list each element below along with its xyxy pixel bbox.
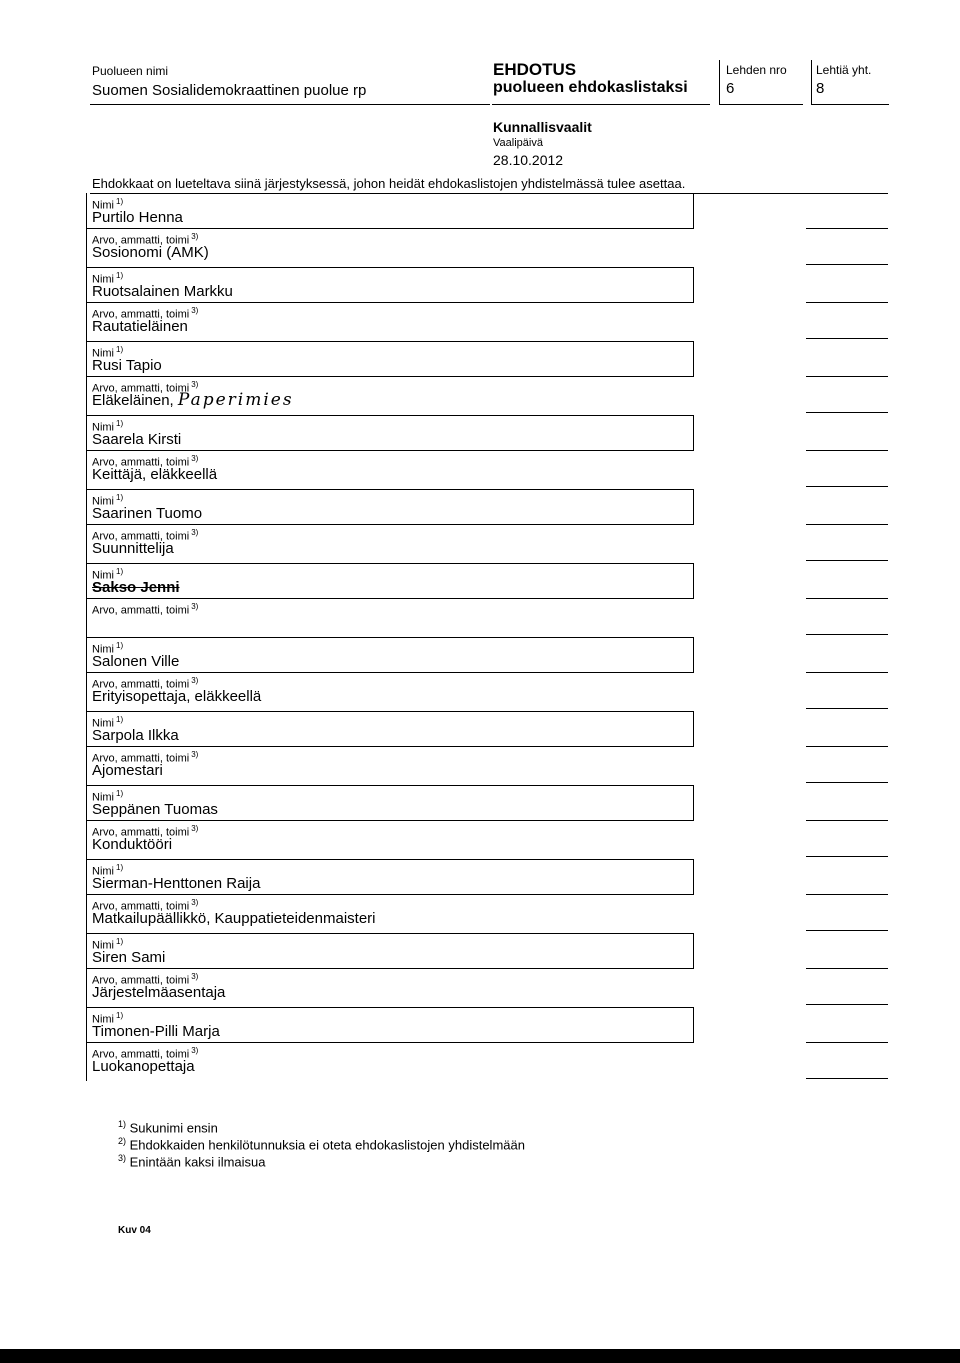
row-top-border xyxy=(86,933,694,934)
form-code: Kuv 04 xyxy=(118,1225,151,1236)
row-divider xyxy=(86,820,694,821)
page-no-value: 6 xyxy=(726,80,735,97)
candidate-row xyxy=(86,563,694,637)
footnote-text: Enintään kaksi ilmaisua xyxy=(129,1154,266,1170)
blank-line xyxy=(806,634,888,635)
occupation-label-text: Arvo, ammatti, toimi xyxy=(92,826,190,839)
row-divider xyxy=(86,746,694,747)
blank-line xyxy=(806,894,888,895)
candidate-occupation: Sosionomi (AMK) xyxy=(92,244,209,261)
row-top-border xyxy=(86,711,694,712)
footnote-mark: 1) xyxy=(116,937,124,946)
footnote-mark: 3) xyxy=(191,972,199,981)
occupation-label-text: Arvo, ammatti, toimi xyxy=(92,974,190,987)
election-date-label: Vaalipäivä xyxy=(493,137,543,149)
candidate-occupation: Erityisopettaja, eläkkeellä xyxy=(92,688,262,705)
occupation-label-text: Arvo, ammatti, toimi xyxy=(92,900,190,913)
candidate-name: Sierman-Henttonen Raija xyxy=(92,875,261,892)
occupation-label-text: Arvo, ammatti, toimi xyxy=(92,1048,190,1061)
occupation-label-text: Arvo, ammatti, toimi xyxy=(92,752,190,765)
row-left-border xyxy=(86,563,87,637)
page-no-underline xyxy=(719,104,803,105)
row-right-border xyxy=(693,193,694,229)
party-label: Puolueen nimi xyxy=(92,64,169,78)
blank-line xyxy=(806,820,888,821)
occupation-label-text: Arvo, ammatti, toimi xyxy=(92,308,190,321)
row-top-border xyxy=(86,267,694,268)
name-label-text: Nimi xyxy=(92,717,114,730)
candidate-occupation: Rautatieläinen xyxy=(92,318,188,335)
candidate-occupation: Konduktööri xyxy=(92,836,173,853)
row-divider xyxy=(86,228,694,229)
blank-line xyxy=(806,1004,888,1005)
doc-title: EHDOTUS xyxy=(493,60,577,79)
footnote-mark: 1) xyxy=(116,715,124,724)
candidate-occupation: Luokanopettaja xyxy=(92,1058,195,1075)
footnote-text: Ehdokkaiden henkilötunnuksia ei oteta ehdokaslistojen yhdistelmään xyxy=(129,1137,525,1153)
candidate-name-struck: Sakso Jenni xyxy=(92,579,180,596)
candidate-occupation: Järjestelmäasentaja xyxy=(92,984,226,1001)
row-top-border xyxy=(86,1007,694,1008)
blank-line xyxy=(806,412,888,413)
candidate-row xyxy=(86,637,694,711)
footnote-mark: 1) xyxy=(116,567,124,576)
footnote-mark: 1) xyxy=(116,641,124,650)
footnote-1 xyxy=(118,1119,218,1135)
row-left-border xyxy=(86,933,87,1007)
blank-line xyxy=(806,376,888,377)
footnote-mark: 3) xyxy=(191,232,199,241)
election-date: 28.10.2012 xyxy=(493,152,564,168)
footnote-mark: 1) xyxy=(116,1011,124,1020)
blank-line xyxy=(806,338,888,339)
pages-total-label: Lehtiä yht. xyxy=(816,63,872,77)
footnote-mark: 1) xyxy=(116,197,124,206)
name-label-text: Nimi xyxy=(92,347,114,360)
footnote-mark: 3) xyxy=(191,898,199,907)
footnote-mark: 3) xyxy=(191,454,199,463)
instruction-text: Ehdokkaat on lueteltava siinä järjestyksessä, johon heidät ehdokaslistojen yhdistelmässä tulee asettaa. xyxy=(92,176,686,191)
occupation-printed: Eläkeläinen, xyxy=(92,392,174,409)
name-label-text: Nimi xyxy=(92,569,114,582)
occupation-label-text: Arvo, ammatti, toimi xyxy=(92,604,190,617)
footnote-mark: 3) xyxy=(191,676,199,685)
candidate-occupation: Matkailupäällikkö, Kauppatieteidenmaisteri xyxy=(92,910,376,927)
election-type: Kunnallisvaalit xyxy=(493,119,592,135)
name-label-text: Nimi xyxy=(92,939,114,952)
footnote-mark: 3) xyxy=(191,750,199,759)
footnote-text: Sukunimi ensin xyxy=(129,1120,218,1136)
handwritten-note: Paperimies xyxy=(177,390,294,410)
name-label-text: Nimi xyxy=(92,495,114,508)
blank-line xyxy=(806,450,888,451)
scan-edge-bar xyxy=(0,1349,960,1363)
row-divider xyxy=(86,894,694,895)
occupation-label-text: Arvo, ammatti, toimi xyxy=(92,382,190,395)
footnote-3 xyxy=(118,1153,266,1169)
candidate-name: Saarela Kirsti xyxy=(92,431,182,448)
row-right-border xyxy=(693,415,694,451)
candidate-row xyxy=(86,193,694,267)
footnote-2 xyxy=(118,1136,525,1152)
page-no-divider xyxy=(719,60,720,104)
footnote-mark: 1) xyxy=(116,345,124,354)
row-divider xyxy=(86,672,694,673)
candidate-name: Seppänen Tuomas xyxy=(92,801,218,818)
row-top-border xyxy=(86,563,694,564)
pages-total-divider xyxy=(811,60,812,104)
candidate-row xyxy=(86,341,694,415)
candidate-name: Saarinen Tuomo xyxy=(92,505,203,522)
candidate-name: Timonen-Pilli Marja xyxy=(92,1023,220,1040)
row-divider xyxy=(86,1042,694,1043)
occupation-label-text: Arvo, ammatti, toimi xyxy=(92,234,190,247)
candidate-row xyxy=(86,267,694,341)
candidate-name: Salonen Ville xyxy=(92,653,180,670)
name-label-text: Nimi xyxy=(92,273,114,286)
row-right-border xyxy=(693,341,694,377)
row-right-border xyxy=(693,489,694,525)
blank-line xyxy=(806,264,888,265)
footnote-mark: 1) xyxy=(116,419,124,428)
name-label-text: Nimi xyxy=(92,643,114,656)
candidate-occupation: Keittäjä, eläkkeellä xyxy=(92,466,218,483)
footnote-mark: 3) xyxy=(191,1046,199,1055)
candidate-name: Purtilo Henna xyxy=(92,209,183,226)
blank-line xyxy=(806,672,888,673)
pages-total-value: 8 xyxy=(816,80,825,97)
blank-line xyxy=(806,486,888,487)
candidate-row xyxy=(86,489,694,563)
row-right-border xyxy=(693,933,694,969)
candidate-occupation: Ajomestari xyxy=(92,762,163,779)
candidate-name: Sarpola Ilkka xyxy=(92,727,179,744)
row-left-border xyxy=(86,415,87,489)
candidate-name: Ruotsalainen Markku xyxy=(92,283,233,300)
row-left-border xyxy=(86,193,87,267)
occupation-label-text: Arvo, ammatti, toimi xyxy=(92,530,190,543)
blank-line xyxy=(806,930,888,931)
page-no-label: Lehden nro xyxy=(726,63,787,77)
row-left-border xyxy=(86,341,87,415)
name-label-text: Nimi xyxy=(92,421,114,434)
footnote-mark: 1) xyxy=(116,789,124,798)
row-right-border xyxy=(693,267,694,303)
blank-line xyxy=(806,302,888,303)
row-right-border xyxy=(693,637,694,673)
footnote-mark: 1) xyxy=(116,863,124,872)
row-left-border xyxy=(86,711,87,785)
party-underline xyxy=(90,104,490,105)
candidate-row xyxy=(86,859,694,933)
blank-line xyxy=(806,968,888,969)
party-name: Suomen Sosialidemokraattinen puolue rp xyxy=(92,82,367,99)
occupation-label-text: Arvo, ammatti, toimi xyxy=(92,456,190,469)
candidate-row xyxy=(86,1007,694,1081)
candidate-name: Rusi Tapio xyxy=(92,357,162,374)
name-label-text: Nimi xyxy=(92,199,114,212)
row-top-border xyxy=(86,341,694,342)
row-divider xyxy=(86,524,694,525)
name-label-text: Nimi xyxy=(92,865,114,878)
blank-line xyxy=(806,746,888,747)
row-right-border xyxy=(693,711,694,747)
row-divider xyxy=(86,598,694,599)
row-left-border xyxy=(86,859,87,933)
row-left-border xyxy=(86,489,87,563)
blank-line xyxy=(806,708,888,709)
name-label-text: Nimi xyxy=(92,791,114,804)
footnote-mark: 3) xyxy=(191,306,199,315)
name-label-text: Nimi xyxy=(92,1013,114,1026)
footnote-mark: 3) xyxy=(191,528,199,537)
row-top-border xyxy=(86,859,694,860)
row-top-border xyxy=(86,785,694,786)
title-underline xyxy=(492,104,710,105)
row-left-border xyxy=(86,637,87,711)
row-top-border xyxy=(86,489,694,490)
occupation-label xyxy=(92,601,198,617)
candidate-occupation xyxy=(92,392,294,409)
row-divider xyxy=(86,302,694,303)
footnote-mark: 2) xyxy=(118,1136,127,1146)
row-divider xyxy=(86,968,694,969)
pages-total-underline xyxy=(811,104,889,105)
footnote-mark: 3) xyxy=(118,1153,127,1163)
row-top-border xyxy=(86,637,694,638)
row-divider xyxy=(86,450,694,451)
row-right-border xyxy=(693,785,694,821)
row-divider xyxy=(86,376,694,377)
row-right-border xyxy=(693,563,694,599)
blank-line xyxy=(806,1042,888,1043)
candidate-row xyxy=(86,785,694,859)
blank-line xyxy=(806,228,888,229)
blank-line xyxy=(806,524,888,525)
candidate-name: Siren Sami xyxy=(92,949,166,966)
footnote-mark: 1) xyxy=(116,271,124,280)
row-left-border xyxy=(86,267,87,341)
row-right-border xyxy=(693,1007,694,1043)
blank-line xyxy=(806,856,888,857)
blank-line xyxy=(806,1078,888,1079)
blank-line xyxy=(806,598,888,599)
row-left-border xyxy=(86,785,87,859)
candidate-row xyxy=(86,933,694,1007)
blank-line xyxy=(806,560,888,561)
footnote-mark: 3) xyxy=(191,824,199,833)
row-left-border xyxy=(86,1007,87,1081)
footnote-mark: 3) xyxy=(191,602,199,611)
footnote-mark: 1) xyxy=(116,493,124,502)
footnote-mark: 3) xyxy=(191,380,199,389)
occupation-label-text: Arvo, ammatti, toimi xyxy=(92,678,190,691)
candidate-occupation: Suunnittelija xyxy=(92,540,174,557)
row-top-border xyxy=(86,415,694,416)
candidate-row xyxy=(86,711,694,785)
doc-subtitle: puolueen ehdokaslistaksi xyxy=(493,79,688,96)
candidate-row xyxy=(86,415,694,489)
row-right-border xyxy=(693,859,694,895)
blank-line xyxy=(806,782,888,783)
footnote-mark: 1) xyxy=(118,1119,127,1129)
